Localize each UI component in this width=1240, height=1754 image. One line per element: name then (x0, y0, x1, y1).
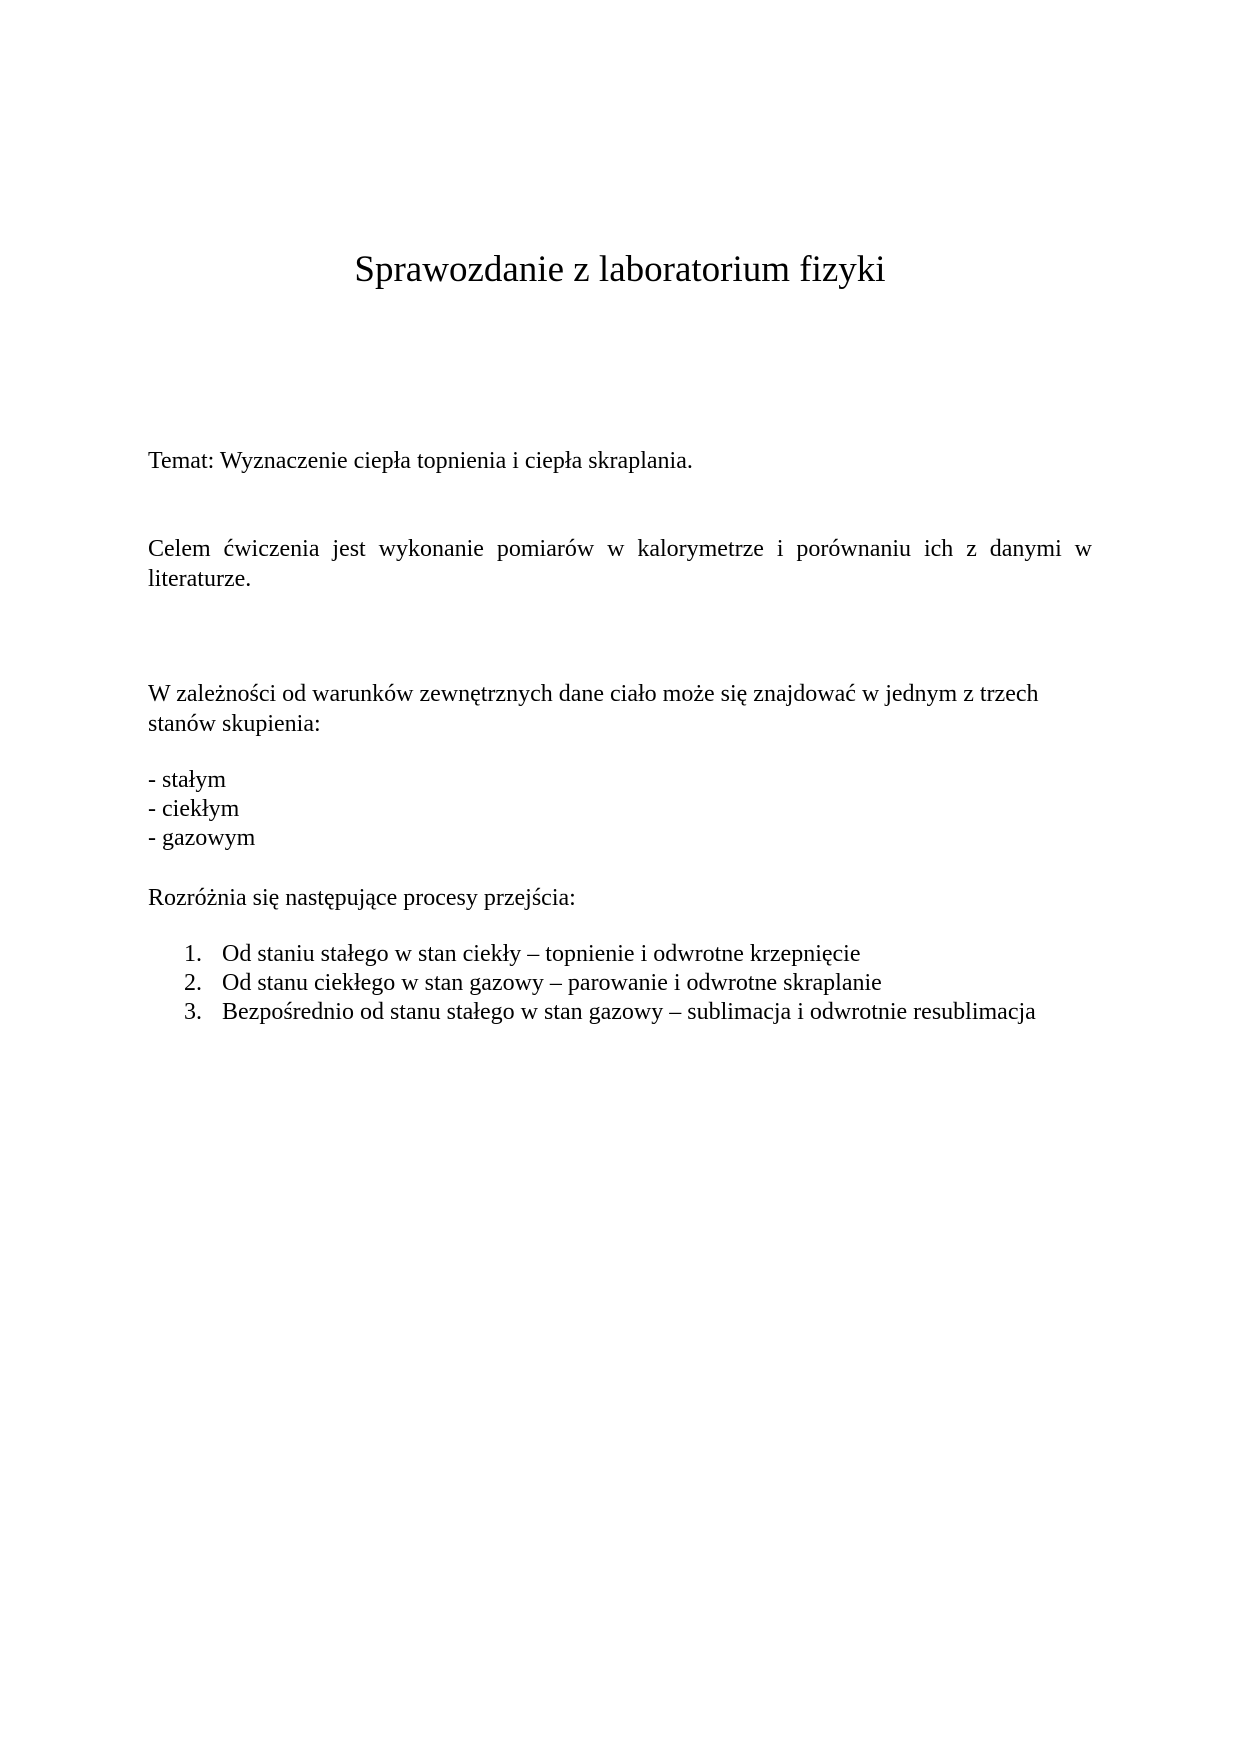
process-number: 2. (184, 970, 202, 996)
process-text: Bezpośrednio od stanu stałego w stan gazowy – sublimacja i odwrotnie resublimacja (222, 999, 1036, 1025)
topic-line: Temat: Wyznaczenie ciepła topnienia i ciepła skraplania. (148, 448, 693, 474)
process-item (148, 969, 1092, 998)
process-item (148, 940, 1092, 969)
document-title: Sprawozdanie z laboratorium fizyki (354, 249, 886, 290)
state-item-solid: - stałym (148, 767, 226, 793)
process-text: Od stanu ciekłego w stan gazowy – parowanie i odwrotne skraplanie (222, 970, 882, 996)
processes-list (148, 940, 1092, 1027)
process-number: 1. (184, 941, 202, 967)
states-list (148, 766, 1092, 853)
process-number: 3. (184, 999, 202, 1025)
state-item-gas: - gazowym (148, 825, 256, 851)
intro-paragraph: W zależności od warunków zewnętrznych dane ciało może się znajdować w jednym z trzech stanów skupienia: (148, 681, 1039, 737)
process-item (148, 998, 1092, 1027)
processes-lead: Rozróżnia się następujące procesy przejścia: (148, 885, 576, 911)
process-text: Od staniu stałego w stan ciekły – topnienie i odwrotne krzepnięcie (222, 941, 861, 967)
state-item-liquid: - ciekłym (148, 796, 240, 822)
goal-paragraph: Celem ćwiczenia jest wykonanie pomiarów w kalorymetrze i porównaniu ich z danymi w literaturze. (148, 536, 1092, 592)
